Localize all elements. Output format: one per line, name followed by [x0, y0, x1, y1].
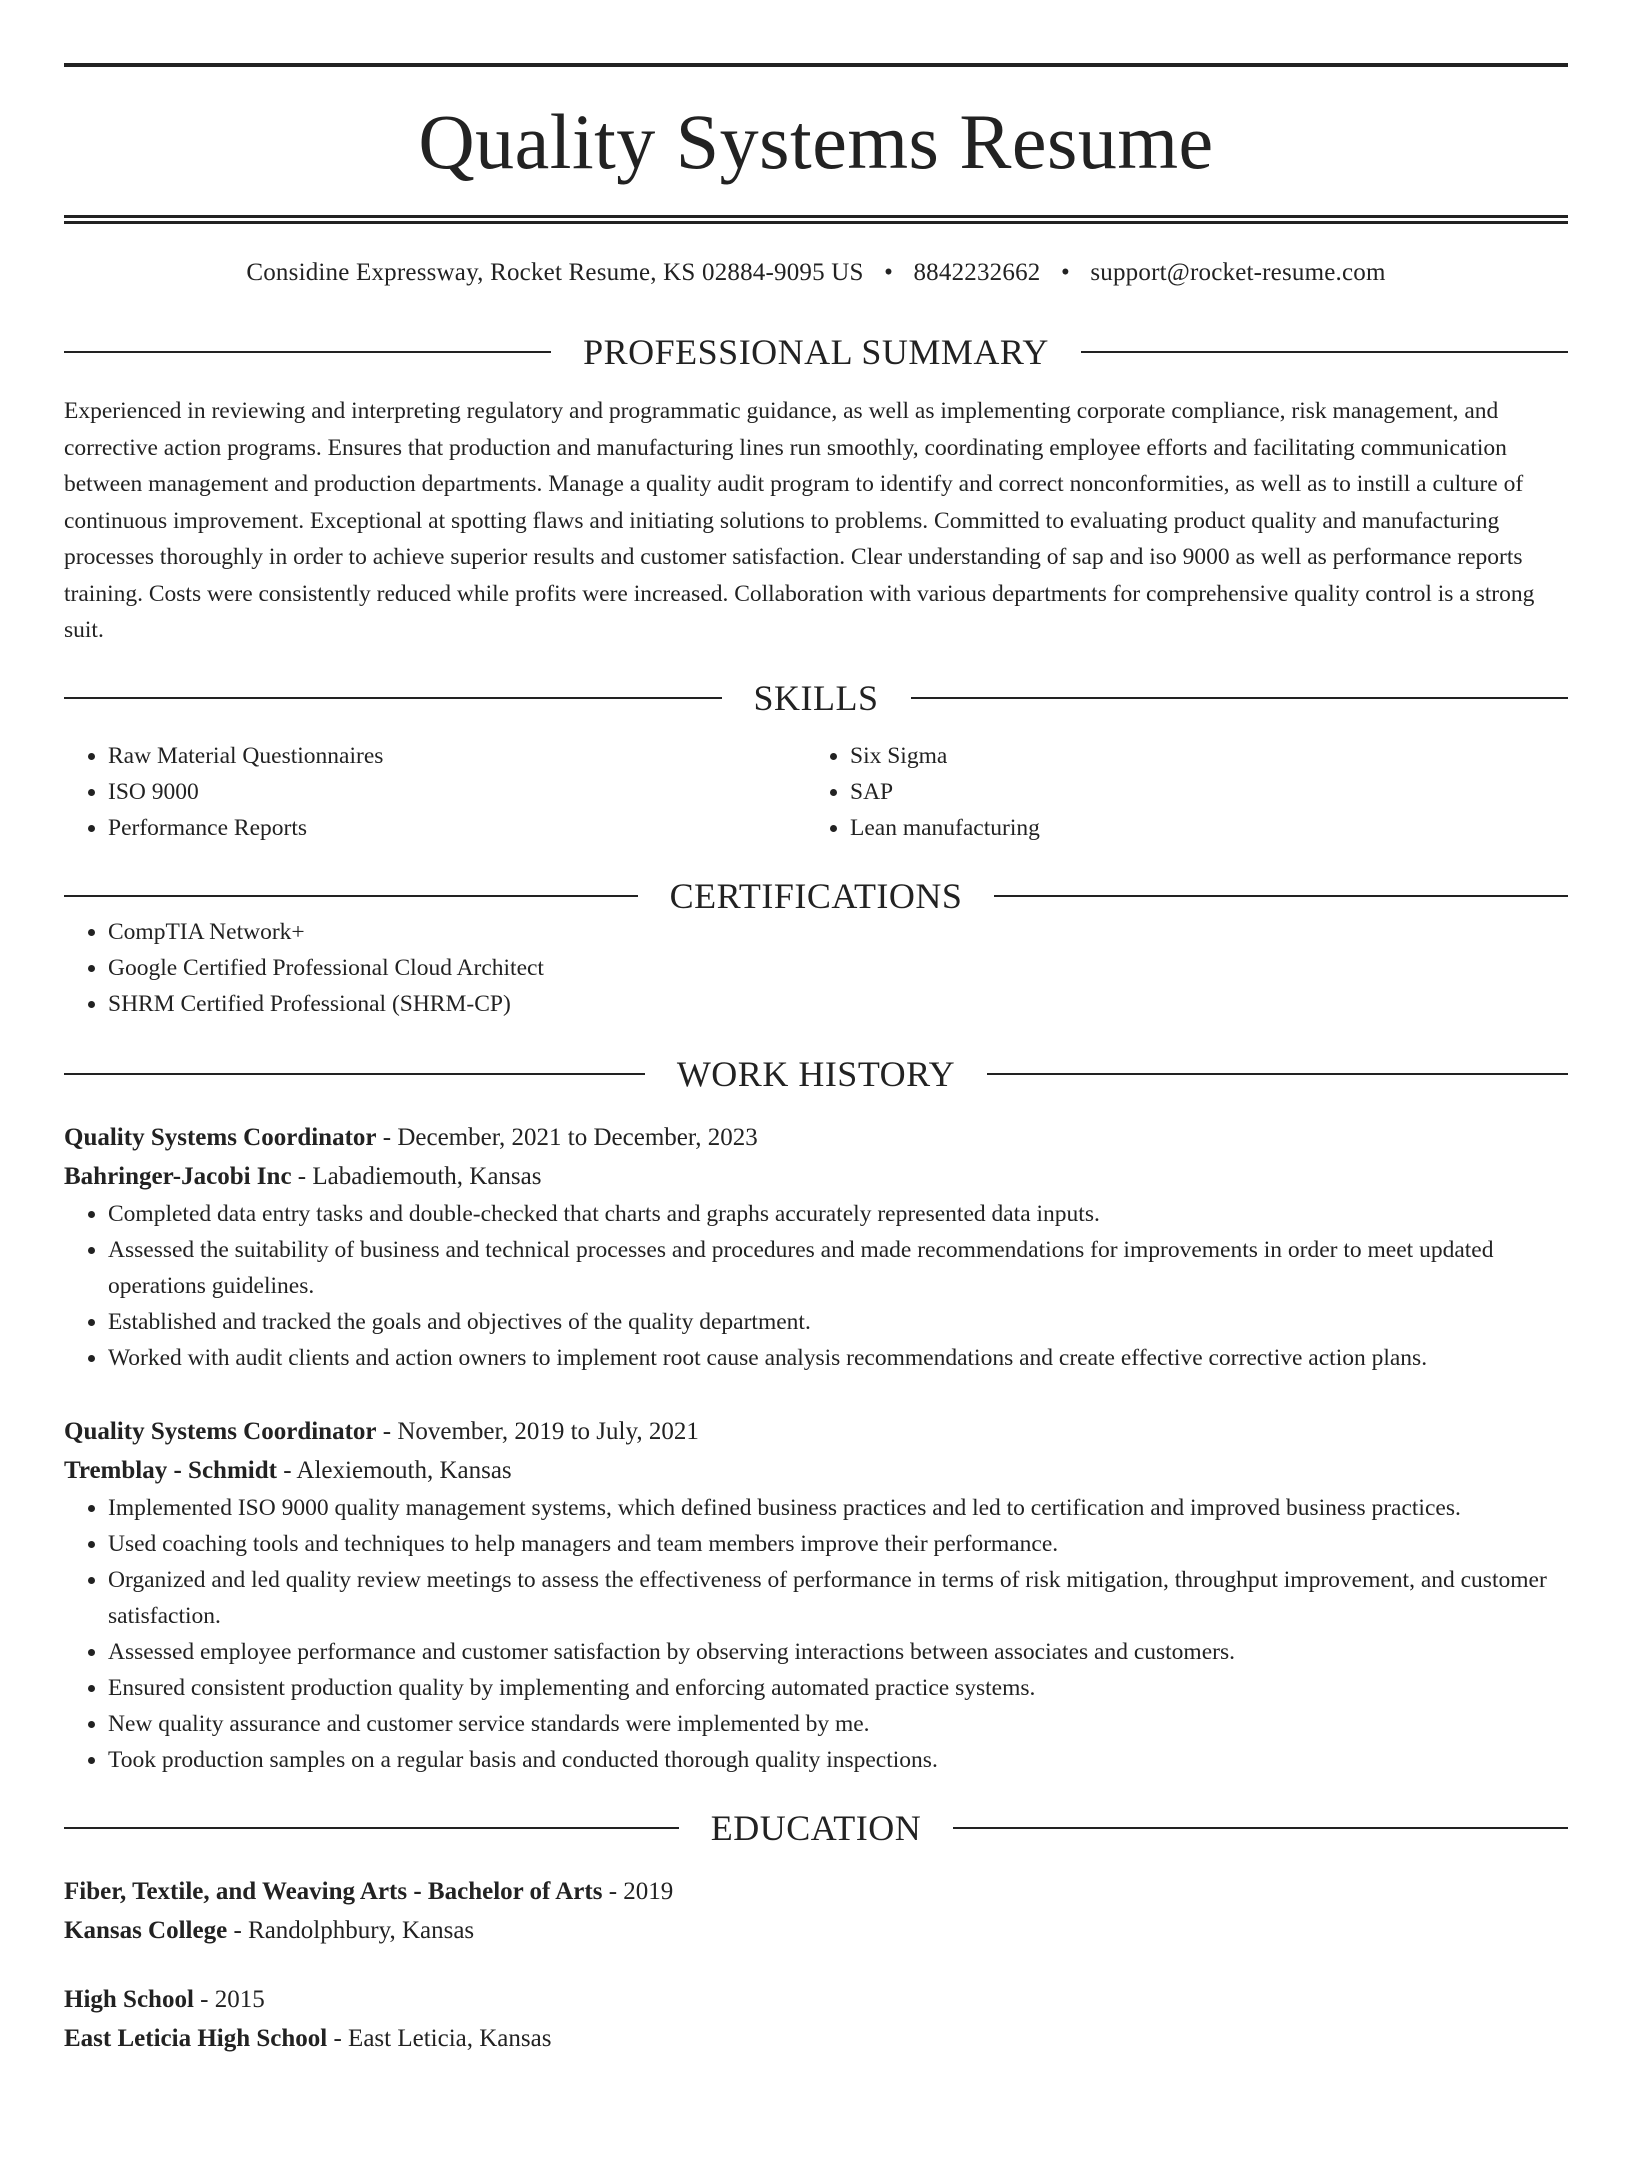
heading-rule-right — [911, 697, 1569, 699]
job-title-line — [64, 1412, 1568, 1451]
education-year: - 2015 — [193, 1985, 265, 2013]
certification-item: • CompTIA Network+ — [108, 914, 1568, 950]
job-dates: - December, 2021 to December, 2023 — [376, 1123, 758, 1151]
job-bullet: • Used coaching tools and techniques to help managers and team members improve their performance. — [108, 1526, 1568, 1562]
skill-item: • Lean manufacturing — [850, 810, 1568, 846]
resume-page — [0, 63, 1632, 2175]
section-heading-skills — [64, 677, 1568, 718]
heading-rule-right — [994, 895, 1568, 897]
title-double-rule — [64, 215, 1568, 224]
skills-column-right — [806, 738, 1568, 846]
job-bullet: • Organized and led quality review meetings to assess the effectiveness of performance in terms of risk mitigation, throughput improvement, and customer satisfaction. — [108, 1562, 1568, 1634]
job-bullet: • New quality assurance and customer service standards were implemented by me. — [108, 1706, 1568, 1742]
skill-item: • Raw Material Questionnaires — [108, 738, 806, 774]
heading-rule-left — [64, 351, 551, 353]
job-company: Bahringer-Jacobi Inc — [64, 1162, 292, 1190]
section-heading-work-history — [64, 1053, 1568, 1094]
education-degree: High School — [64, 1985, 194, 2013]
section-title: CERTIFICATIONS — [669, 875, 963, 916]
contact-phone: 8842232662 — [913, 259, 1041, 286]
job-company-line — [64, 1157, 1568, 1196]
job-title: Quality Systems Coordinator — [64, 1417, 377, 1445]
education-year: - 2019 — [602, 1877, 674, 1905]
job-title: Quality Systems Coordinator — [64, 1123, 377, 1151]
contact-separator: • — [884, 259, 894, 286]
education-degree-line — [64, 1872, 1568, 1911]
education-entry — [64, 1872, 1568, 1950]
job-bullet: • Assessed the suitability of business and technical processes and procedures and made recommendations for improvements in order to meet updated operations guidelines. — [108, 1232, 1568, 1304]
education-school: Kansas College — [64, 1916, 228, 1944]
job-bullet: • Assessed employee performance and customer satisfaction by observing interactions between associates and customers. — [108, 1634, 1568, 1670]
section-heading-certifications — [64, 875, 1568, 916]
certification-item: • SHRM Certified Professional (SHRM-CP) — [108, 986, 1568, 1022]
section-title: WORK HISTORY — [676, 1053, 956, 1094]
job-bullet: • Worked with audit clients and action owners to implement root cause analysis recommendations and create effective corrective action plans. — [108, 1340, 1568, 1376]
education-location: - East Leticia, Kansas — [327, 2024, 552, 2052]
heading-rule-right — [953, 1827, 1568, 1829]
job-company: Tremblay - Schmidt — [64, 1456, 277, 1484]
job-bullet: • Completed data entry tasks and double-checked that charts and graphs accurately represented data inputs. — [108, 1196, 1568, 1232]
education-degree-line — [64, 1980, 1568, 2019]
section-title: SKILLS — [753, 677, 879, 718]
section-title: EDUCATION — [710, 1807, 922, 1848]
job-bullet: • Implemented ISO 9000 quality management systems, which defined business practices and led to certification and improved business practices. — [108, 1490, 1568, 1526]
heading-rule-right — [987, 1073, 1568, 1075]
education-entry — [64, 1980, 1568, 2058]
skills-column-left — [64, 738, 806, 846]
job-location: - Labadiemouth, Kansas — [291, 1162, 542, 1190]
heading-rule-left — [64, 1827, 679, 1829]
resume-title: Quality Systems Resume — [418, 98, 1214, 185]
section-heading-education — [64, 1807, 1568, 1848]
contact-address: Considine Expressway, Rocket Resume, KS 02884-9095 US — [246, 259, 864, 286]
education-degree: Fiber, Textile, and Weaving Arts - Bachelor of Arts — [64, 1877, 603, 1905]
contact-line — [64, 260, 1568, 285]
certifications-list — [64, 914, 1568, 1022]
skills-list — [64, 738, 1568, 846]
job-entry — [64, 1412, 1568, 1778]
contact-email: support@rocket-resume.com — [1090, 259, 1386, 286]
heading-rule-right — [1081, 351, 1568, 353]
heading-rule-left — [64, 1073, 645, 1075]
heading-rule-left — [64, 895, 638, 897]
section-title: PROFESSIONAL SUMMARY — [583, 332, 1049, 372]
job-dates: - November, 2019 to July, 2021 — [376, 1417, 699, 1445]
job-bullets — [64, 1490, 1568, 1778]
top-rule — [64, 63, 1568, 67]
skill-item: • Performance Reports — [108, 810, 806, 846]
education-school-line — [64, 2019, 1568, 2058]
job-title-line — [64, 1118, 1568, 1157]
education-school: East Leticia High School — [64, 2024, 328, 2052]
education-location: - Randolphbury, Kansas — [227, 1916, 475, 1944]
job-bullet: • Ensured consistent production quality by implementing and enforcing automated practice systems. — [108, 1670, 1568, 1706]
job-company-line — [64, 1451, 1568, 1490]
contact-separator: • — [1060, 259, 1070, 286]
skill-item: • Six Sigma — [850, 738, 1568, 774]
job-bullet: • Established and tracked the goals and objectives of the quality department. — [108, 1304, 1568, 1340]
heading-rule-left — [64, 697, 722, 699]
job-bullets — [64, 1196, 1568, 1376]
job-entry — [64, 1118, 1568, 1376]
certification-item: • Google Certified Professional Cloud Architect — [108, 950, 1568, 986]
skill-item: • SAP — [850, 774, 1568, 810]
education-school-line — [64, 1911, 1568, 1950]
section-heading-summary — [64, 334, 1568, 370]
job-bullet: • Took production samples on a regular basis and conducted thorough quality inspections. — [108, 1742, 1568, 1778]
summary-paragraph: Experienced in reviewing and interpreting regulatory and programmatic guidance, as well as implementing corporate compliance, risk management, and corrective action programs. Ensures that production and manufacturing lines run smoothly, coordinating employee efforts and facilitating communication between management and production departments. Manage a quality audit program to identify and correct nonconformities, as well as to instill a culture of continuous improvement. Exceptional at spotting flaws and initiating solutions to problems. Committed to evaluating product quality and manufacturing processes thoroughly in order to achieve superior results and customer satisfaction. Clear understanding of sap and iso 9000 as well as performance reports training. Costs were consistently reduced while profits were increased. Collaboration with various departments for comprehensive quality control is a strong suit. — [64, 398, 1535, 643]
skill-item: • ISO 9000 — [108, 774, 806, 810]
job-location: - Alexiemouth, Kansas — [276, 1456, 512, 1484]
